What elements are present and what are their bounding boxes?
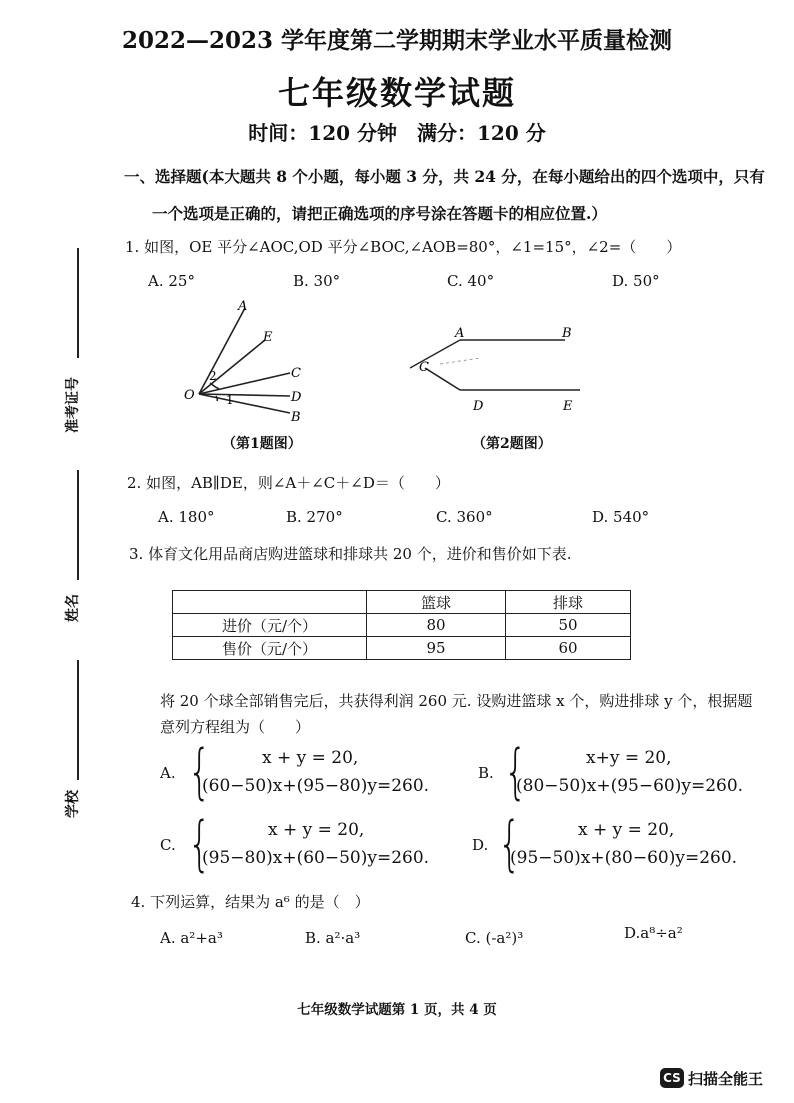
q4-option-a: A. a²+a³	[160, 929, 223, 947]
name-label: 姓名	[65, 594, 81, 622]
table-cell: 售价（元/个）	[173, 637, 367, 660]
section1-heading-line2: 一个选项是正确的，请把正确选项的序号涂在答题卡的相应位置.）	[152, 204, 607, 223]
school-label: 学校	[65, 790, 81, 818]
q2-option-d: D. 540°	[592, 508, 650, 526]
price-table	[172, 590, 631, 660]
fig1-label-o: O	[184, 388, 195, 403]
q2-option-c: C. 360°	[436, 508, 493, 526]
table-header-row	[173, 591, 631, 614]
fig1-label-a: A	[238, 299, 248, 314]
q3-text-line2: 意列方程组为（ ）	[160, 718, 311, 736]
fig1-angle-2: 2	[209, 369, 217, 383]
table-cell: 80	[367, 614, 506, 637]
q3-option-c-brace: {	[188, 809, 211, 879]
q3-text-line1: 将 20 个球全部销售完后，共获得利润 260 元. 设购进篮球 x 个，购进排球 y 个，根据题	[160, 692, 753, 710]
q1-option-c: C. 40°	[447, 272, 495, 290]
table-header-cell: 篮球	[367, 591, 506, 614]
q3-option-b-brace: {	[504, 737, 527, 807]
exam-title-line2: 七年级数学试题	[277, 74, 516, 112]
q3-option-d-eq1: x + y = 20,	[578, 820, 675, 840]
camscanner-logo-icon: CS	[660, 1068, 684, 1088]
q3-option-c-eq2: (95−80)x+(60−50)y=260.	[202, 848, 430, 868]
table-cell: 60	[506, 637, 631, 660]
q4-option-b: B. a²·a³	[305, 929, 361, 947]
q1-option-d: D. 50°	[612, 272, 660, 290]
fig1-label-d: D	[291, 390, 302, 405]
figure2-parallel-lines	[405, 320, 590, 420]
table-header-cell	[173, 591, 367, 614]
q2-option-a: A. 180°	[158, 508, 215, 526]
q3-option-a-letter: A.	[160, 764, 176, 782]
exam-no-line	[77, 248, 79, 358]
school-line	[77, 660, 79, 780]
q4-option-d: D.a⁸÷a²	[624, 924, 683, 942]
q3-option-a-eq2: (60−50)x+(95−80)y=260.	[202, 776, 430, 796]
q1-stem: 1. 如图，OE 平分∠AOC,OD 平分∠BOC,∠AOB=80°，∠1=15°，∠2=（ ）	[125, 238, 682, 256]
figure1-caption: （第1题图）	[222, 436, 302, 452]
q3-option-c-eq1: x + y = 20,	[268, 820, 365, 840]
table-cell: 95	[367, 637, 506, 660]
fig1-label-b: B	[291, 410, 301, 425]
q1-option-b: B. 30°	[293, 272, 341, 290]
fig2-label-a: A	[455, 326, 465, 341]
q4-stem: 4. 下列运算，结果为 a⁶ 的是（ ）	[131, 893, 370, 911]
q3-option-d-letter: D.	[472, 836, 489, 854]
table-header-cell: 排球	[506, 591, 631, 614]
q3-option-b-eq1: x+y = 20,	[586, 748, 672, 768]
fig2-label-d: D	[473, 399, 484, 414]
q3-option-c-letter: C.	[160, 836, 176, 854]
exam-title-line1: 2022—2023 学年度第二学期期末学业水平质量检测	[121, 27, 673, 54]
section1-heading-line1: 一、选择题(本大题共 8 个小题，每小题 3 分，共 24 分，在每小题给出的四个选项中，只有	[124, 167, 765, 186]
fig2-label-e: E	[563, 399, 573, 414]
q3-option-b-eq2: (80−50)x+(95−60)y=260.	[516, 776, 744, 796]
q2-option-b: B. 270°	[286, 508, 343, 526]
q2-stem: 2. 如图，AB∥DE，则∠A＋∠C＋∠D＝（ ）	[127, 474, 450, 492]
figure2-caption: （第2题图）	[472, 436, 552, 452]
figure1-angles	[170, 295, 340, 430]
table-cell: 50	[506, 614, 631, 637]
camscanner-name: 扫描全能王	[688, 1070, 764, 1088]
exam-no-label: 准考证号	[65, 377, 81, 433]
fig1-label-e: E	[263, 330, 273, 345]
q3-option-a-brace: {	[188, 737, 211, 807]
fig1-label-c: C	[291, 366, 301, 381]
q4-option-c: C. (-a²)³	[465, 929, 524, 947]
q3-option-a-eq1: x + y = 20,	[262, 748, 359, 768]
q3-option-d-brace: {	[498, 809, 521, 879]
table-row	[173, 614, 631, 637]
page-footer: 七年级数学试题第 1 页，共 4 页	[297, 1002, 497, 1018]
name-line	[77, 470, 79, 580]
table-row	[173, 637, 631, 660]
q3-option-b-letter: B.	[478, 764, 494, 782]
q3-stem: 3. 体育文化用品商店购进篮球和排球共 20 个，进价和售价如下表.	[129, 545, 572, 563]
fig2-label-b: B	[562, 326, 572, 341]
q1-option-a: A. 25°	[148, 272, 195, 290]
table-cell: 进价（元/个）	[173, 614, 367, 637]
exam-time-and-score: 时间：120 分钟 满分：120 分	[248, 121, 546, 145]
fig2-label-c: C	[419, 360, 429, 375]
q3-option-d-eq2: (95−50)x+(80−60)y=260.	[510, 848, 738, 868]
fig1-angle-1: 1	[226, 393, 234, 407]
